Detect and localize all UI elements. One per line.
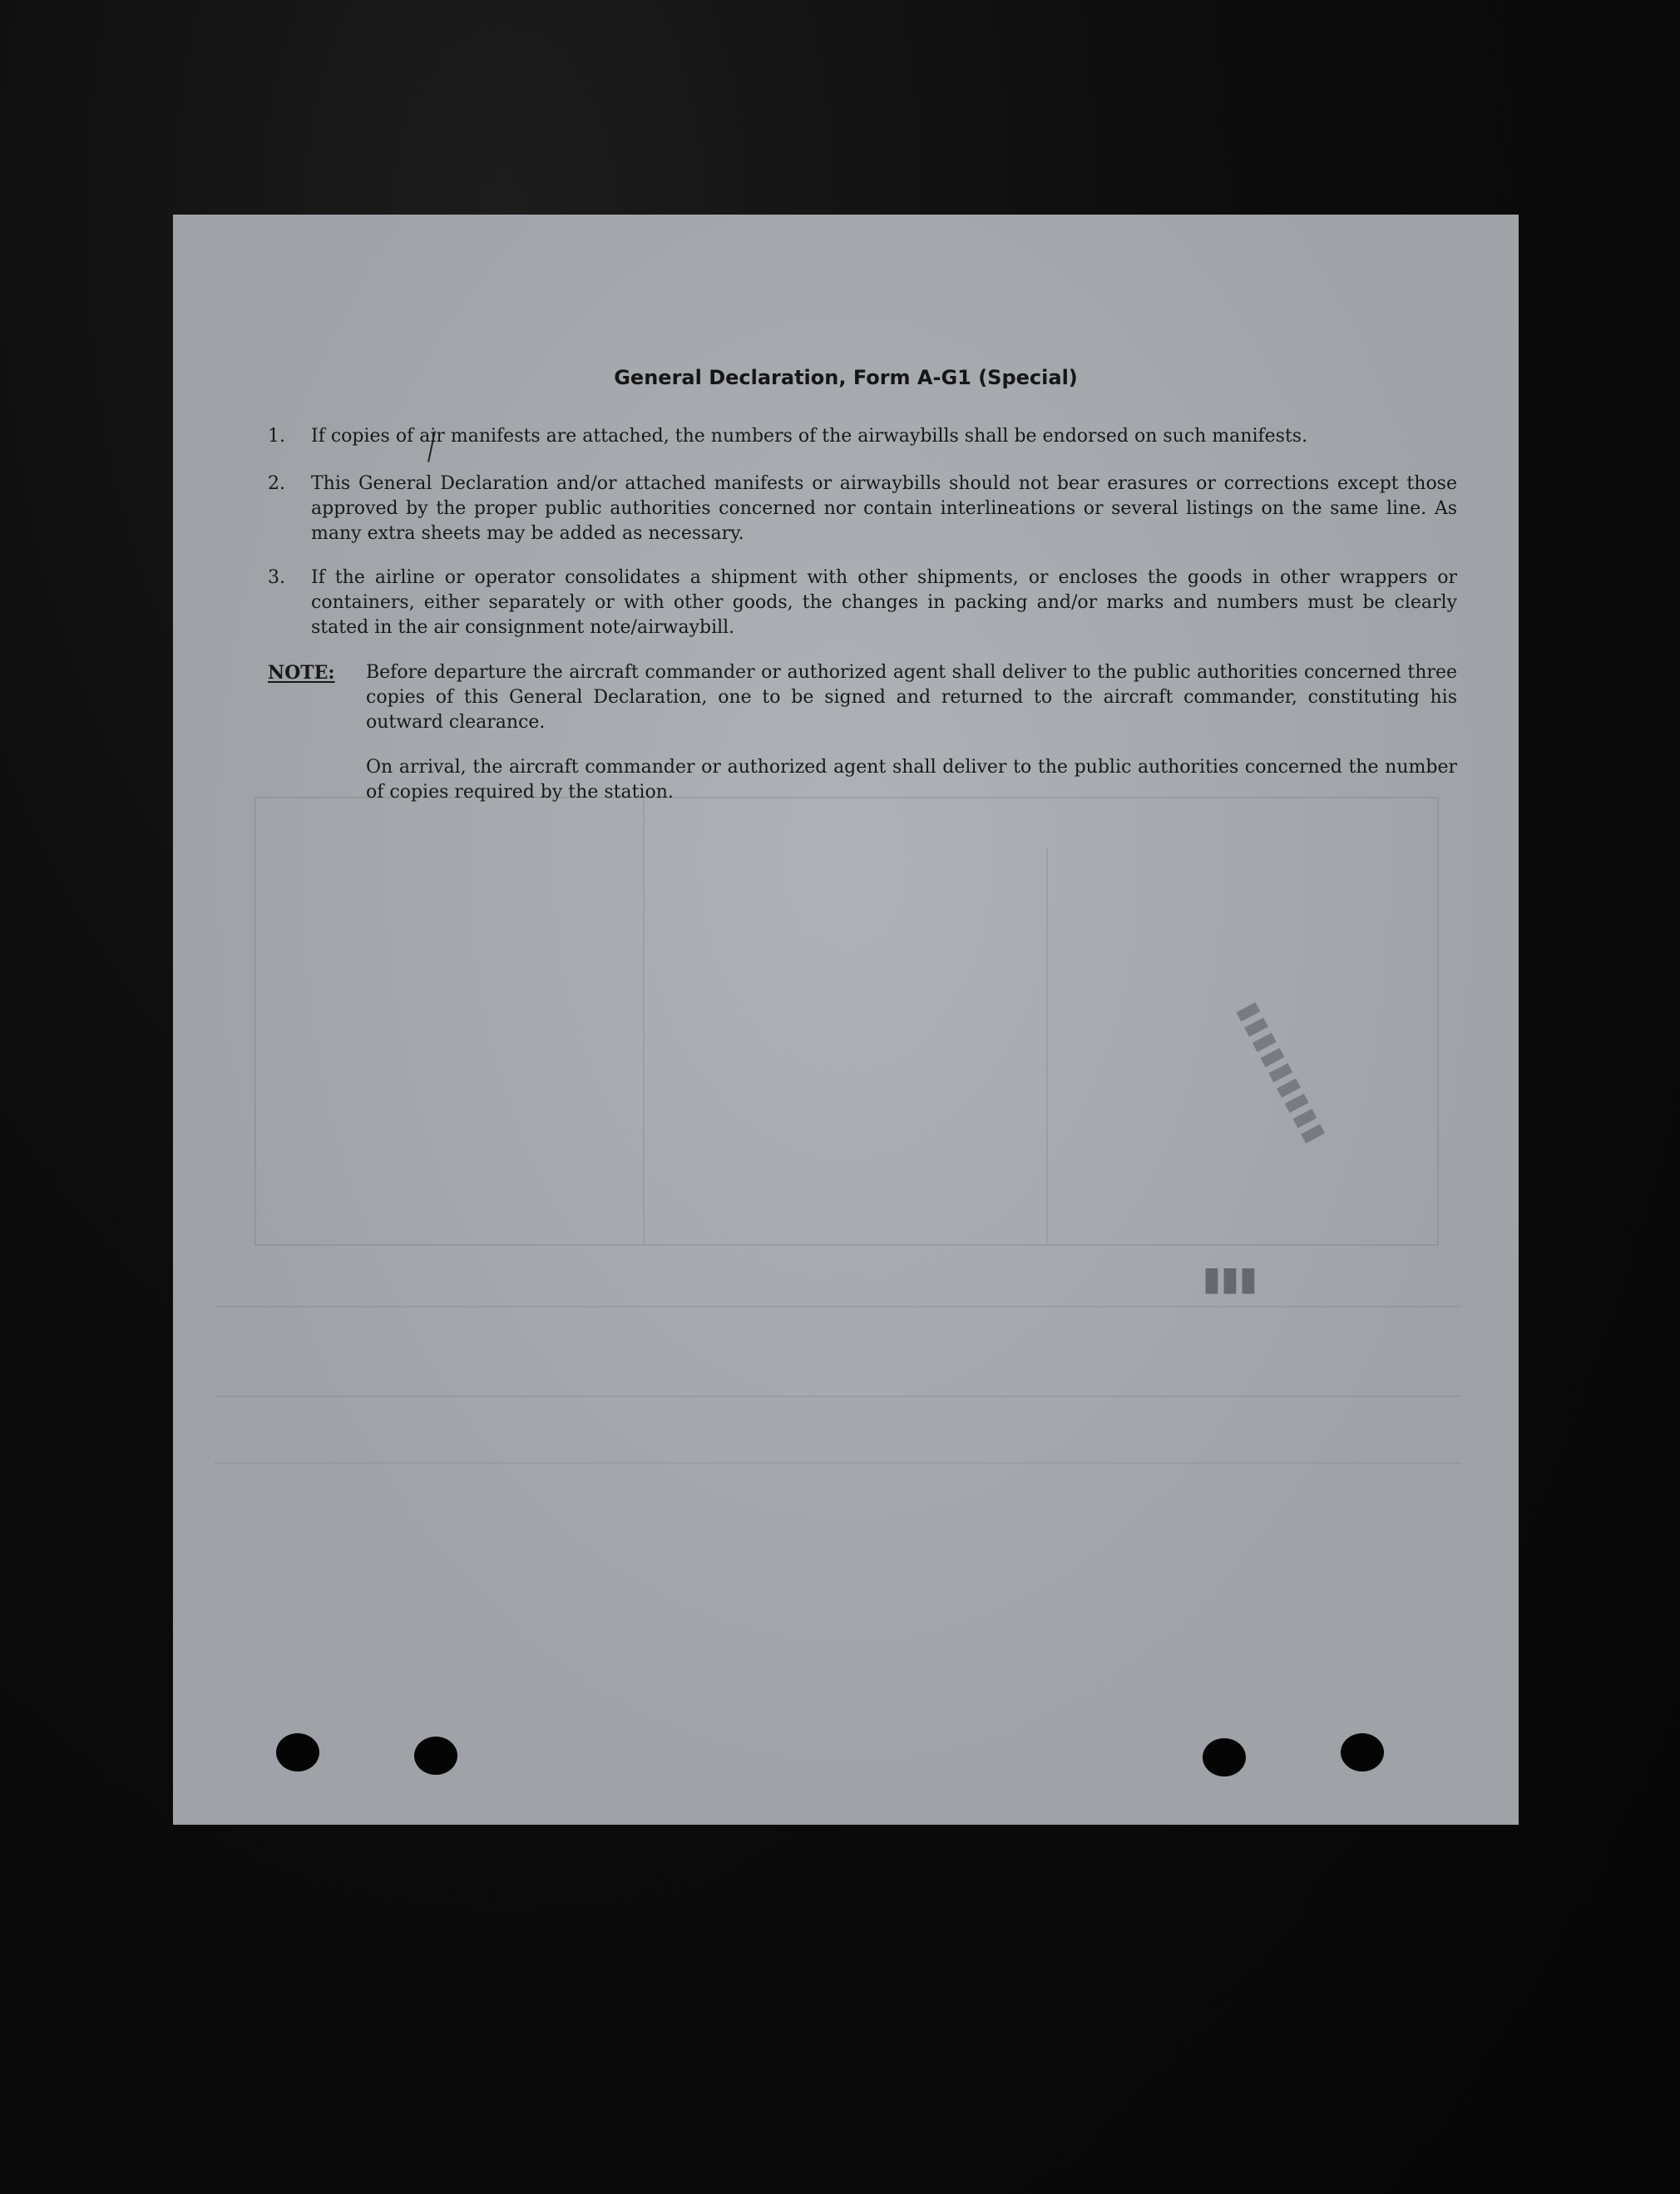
note-block (268, 755, 1457, 805)
item-number: 3. (268, 567, 285, 588)
note-label: NOTE: (268, 662, 335, 684)
note-paragraph: Before departure the aircraft commander or authorized agent shall deliver to the public authorities concerned three copies of this General Declaration, one to be signed and returned to the aircraft commander, constituting his outward clearance. (366, 662, 1457, 733)
bleed-through-divider (1046, 848, 1048, 1244)
item-text: If copies of air manifests are attached, the numbers of the airwaybills shall be endorsed on such manifests. (311, 426, 1308, 447)
item-number: 1. (268, 426, 285, 447)
bleed-through-rule (215, 1396, 1462, 1397)
punch-hole (276, 1733, 319, 1772)
item-text: This General Declaration and/or attached manifests or airwaybills should not bear erasures or corrections except those approved by the proper public authorities concerned nor contain interlineations or several listings on the same line. As many extra sheets may be added as necessary. (311, 473, 1457, 544)
document-page (173, 215, 1519, 1825)
bleed-through-divider (643, 798, 645, 1244)
punch-hole (1203, 1738, 1246, 1776)
item-number: 2. (268, 473, 285, 494)
bleed-through-number: ▮▮▮ (1203, 1264, 1258, 1303)
item-text: If the airline or operator consolidates a shipment with other shipments, or encloses the goods in other wrappers or containers, either separately or with other goods, the changes in packing and/or marks and numbers must be clearly stated in the air consignment note/airwaybill. (311, 567, 1457, 638)
bleed-through-rule (215, 1462, 1462, 1464)
instruction-item (268, 472, 1457, 546)
punch-hole (414, 1737, 457, 1775)
bleed-through-rule (215, 1306, 1462, 1307)
instruction-item (268, 566, 1457, 640)
bleed-through-stamp: ▮▮▮▮▮▮▮▮▮ (1230, 995, 1333, 1148)
document-title: General Declaration, Form A-G1 (Special) (614, 366, 1078, 389)
instruction-item (268, 424, 1457, 449)
punch-hole (1341, 1733, 1384, 1772)
note-paragraph: On arrival, the aircraft commander or authorized agent shall deliver to the public authorities concerned the number of copies required by the station. (366, 757, 1457, 803)
note-block (268, 660, 1457, 735)
